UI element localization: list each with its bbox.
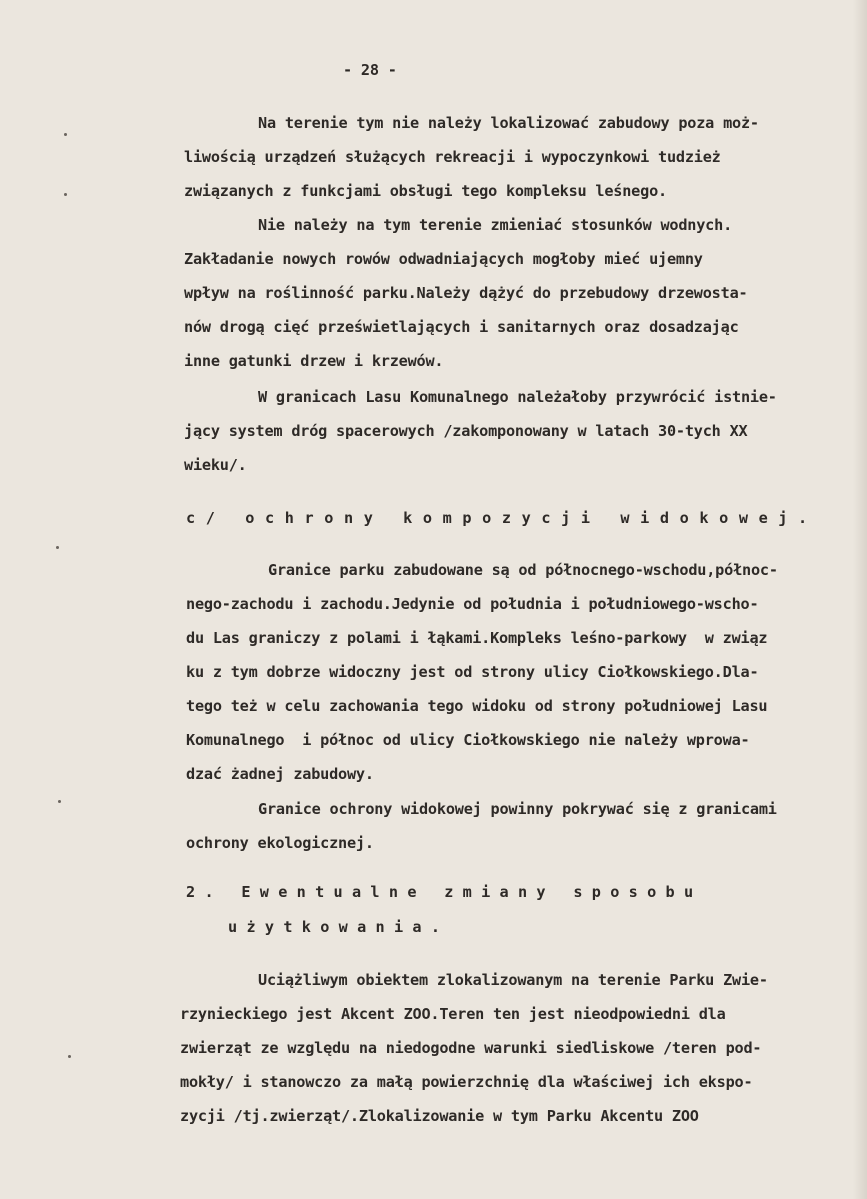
text-line: ku z tym dobrze widoczny jest od strony ulicy Ciołkowskiego.Dla-	[186, 663, 759, 681]
text-line: Nie należy na tym terenie zmieniać stosunków wodnych.	[258, 216, 733, 234]
margin-mark	[56, 546, 59, 549]
margin-mark	[58, 800, 61, 803]
text-line: zycji /tj.zwierząt/.Zlokalizowanie w tym Parku Akcentu ZOO	[180, 1107, 699, 1125]
margin-mark	[68, 1055, 71, 1058]
text-line: ochrony ekologicznej.	[186, 834, 374, 852]
text-line: mokły/ i stanowczo za małą powierzchnię dla właściwej ich ekspo-	[180, 1073, 753, 1091]
text-line: wpływ na roślinność parku.Należy dążyć do przebudowy drzewosta-	[184, 284, 748, 302]
margin-mark	[64, 193, 67, 196]
text-line: nego-zachodu i zachodu.Jedynie od południa i południowego-wscho-	[186, 595, 759, 613]
text-line: liwością urządzeń służących rekreacji i wypoczynkowi tudzież	[184, 148, 721, 166]
text-line: Zakładanie nowych rowów odwadniających mogłoby mieć ujemny	[184, 250, 703, 268]
section-heading-continued: użytkowania.	[228, 918, 450, 936]
text-line: W granicach Lasu Komunalnego należałoby przywrócić istnie-	[258, 388, 777, 406]
section-heading: 2. Ewentualne zmiany sposobu	[186, 883, 703, 901]
text-line: tego też w celu zachowania tego widoku od strony południowej Lasu	[186, 697, 768, 715]
text-line: Granice parku zabudowane są od północnego-wschodu,północ-	[268, 561, 778, 579]
section-heading: c/ ochrony kompozycji widokowej.	[186, 509, 818, 527]
margin-mark	[64, 133, 67, 136]
text-line: du Las graniczy z polami i łąkami.Kompleks leśno-parkowy w związ	[186, 629, 768, 647]
text-line: inne gatunki drzew i krzewów.	[184, 352, 444, 370]
page-edge-shadow	[853, 0, 867, 1199]
text-line: wieku/.	[184, 456, 247, 474]
text-line: Na terenie tym nie należy lokalizować zabudowy poza moż-	[258, 114, 759, 132]
text-line: dzać żadnej zabudowy.	[186, 765, 374, 783]
page-number: - 28 -	[343, 61, 397, 79]
text-line: związanych z funkcjami obsługi tego kompleksu leśnego.	[184, 182, 667, 200]
text-line: Granice ochrony widokowej powinny pokrywać się z granicami	[258, 800, 777, 818]
text-line: Uciążliwym obiektem zlokalizowanym na terenie Parku Zwie-	[258, 971, 768, 989]
text-line: Komunalnego i północ od ulicy Ciołkowskiego nie należy wprowa-	[186, 731, 750, 749]
text-line: nów drogą cięć prześwietlających i sanitarnych oraz dosadzając	[184, 318, 739, 336]
text-line: zwierząt ze względu na niedogodne warunki siedliskowe /teren pod-	[180, 1039, 762, 1057]
text-line: rzynieckiego jest Akcent ZOO.Teren ten jest nieodpowiedni dla	[180, 1005, 726, 1023]
text-line: jący system dróg spacerowych /zakomponowany w latach 30-tych XX	[184, 422, 748, 440]
